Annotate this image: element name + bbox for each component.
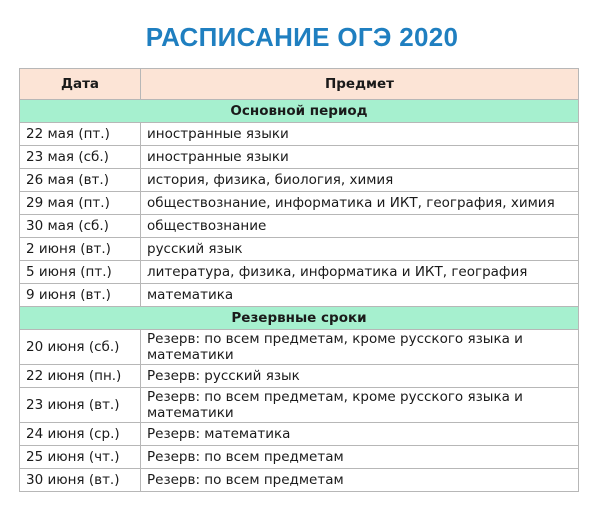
date-cell: 2 июня (вт.) bbox=[20, 238, 141, 261]
subject-cell: русский язык bbox=[141, 238, 579, 261]
date-cell: 25 июня (чт.) bbox=[20, 446, 141, 469]
subject-cell: история, физика, биология, химия bbox=[141, 169, 579, 192]
date-cell: 23 мая (сб.) bbox=[20, 146, 141, 169]
subject-cell: математика bbox=[141, 284, 579, 307]
column-header-subject: Предмет bbox=[141, 69, 579, 100]
date-cell: 20 июня (сб.) bbox=[20, 330, 141, 365]
subject-cell: Резерв: по всем предметам, кроме русского языка и математики bbox=[141, 388, 579, 423]
date-cell: 26 мая (вт.) bbox=[20, 169, 141, 192]
table-row bbox=[20, 215, 579, 238]
subject-cell: Резерв: по всем предметам bbox=[141, 469, 579, 492]
table-row bbox=[20, 284, 579, 307]
date-cell: 24 июня (ср.) bbox=[20, 423, 141, 446]
date-cell: 29 мая (пт.) bbox=[20, 192, 141, 215]
subject-cell: иностранные языки bbox=[141, 123, 579, 146]
date-cell: 23 июня (вт.) bbox=[20, 388, 141, 423]
subject-cell: иностранные языки bbox=[141, 146, 579, 169]
subject-cell: Резерв: математика bbox=[141, 423, 579, 446]
table-row bbox=[20, 123, 579, 146]
date-cell: 22 июня (пн.) bbox=[20, 365, 141, 388]
table-row bbox=[20, 446, 579, 469]
table-row bbox=[20, 238, 579, 261]
section-row-main bbox=[20, 100, 579, 123]
subject-cell: Резерв: русский язык bbox=[141, 365, 579, 388]
page-title: РАСПИСАНИЕ ОГЭ 2020 bbox=[145, 22, 459, 52]
date-cell: 30 мая (сб.) bbox=[20, 215, 141, 238]
table-header-row bbox=[20, 69, 579, 100]
section-row-reserve bbox=[20, 307, 579, 330]
date-cell: 30 июня (вт.) bbox=[20, 469, 141, 492]
subject-cell: обществознание bbox=[141, 215, 579, 238]
subject-cell: обществознание, информатика и ИКТ, география, химия bbox=[141, 192, 579, 215]
table-row bbox=[20, 388, 579, 423]
date-cell: 22 мая (пт.) bbox=[20, 123, 141, 146]
section-label: Основной период bbox=[20, 100, 579, 123]
column-header-date: Дата bbox=[20, 69, 141, 100]
subject-cell: Резерв: по всем предметам, кроме русского языка и математики bbox=[141, 330, 579, 365]
subject-cell: Резерв: по всем предметам bbox=[141, 446, 579, 469]
date-cell: 9 июня (вт.) bbox=[20, 284, 141, 307]
table-row bbox=[20, 261, 579, 284]
table-row bbox=[20, 330, 579, 365]
subject-cell: литература, физика, информатика и ИКТ, география bbox=[141, 261, 579, 284]
table-row bbox=[20, 423, 579, 446]
table-row bbox=[20, 192, 579, 215]
exam-schedule-table bbox=[19, 68, 579, 492]
table-row bbox=[20, 365, 579, 388]
section-label: Резервные сроки bbox=[20, 307, 579, 330]
table-row bbox=[20, 146, 579, 169]
table-row bbox=[20, 169, 579, 192]
date-cell: 5 июня (пт.) bbox=[20, 261, 141, 284]
table-row bbox=[20, 469, 579, 492]
